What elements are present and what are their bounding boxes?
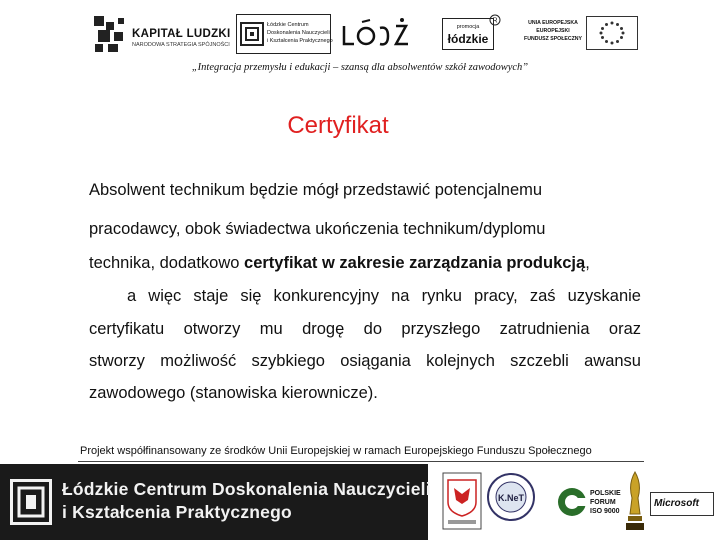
promocja-lodzkie-logo [442, 14, 502, 52]
polskie-forum-iso-icon [556, 486, 588, 518]
microsoft-icon [650, 492, 714, 516]
cofinancing-note: Projekt współfinansowany ze środków Unii Europejskiej w ramach Europejskiego Funduszu Społecznego [80, 445, 592, 457]
certificate-highlight: certyfikat w zakresie zarządzania produkcją [244, 254, 586, 272]
svg-text:R: R [492, 17, 498, 25]
lcdnikp-banner-icon [10, 479, 52, 525]
kapital-ludzki-subtitle: NARODOWA STRATEGIA SPÓJNOŚCI [132, 42, 230, 48]
promocja-lodzkie-box [442, 18, 494, 50]
pff-line: POLSKIE [590, 490, 621, 497]
kapital-ludzki-logo [92, 14, 232, 54]
svg-text:K.NeT: K.NeT [497, 493, 525, 503]
page-title: Certyfikat [287, 112, 389, 139]
lodzkie-label: łódzkie [447, 32, 489, 46]
lcdnikp-logo-icon [240, 22, 264, 46]
polskie-forum-iso-logo [556, 486, 626, 522]
microsoft-label: Microsoft [654, 498, 699, 509]
eagle-emblem-icon [442, 472, 482, 530]
eu-label-line: UNIA EUROPEJSKA [528, 20, 578, 26]
lodz-city-logo-icon [340, 16, 412, 52]
polskie-forum-text [590, 489, 621, 516]
body-line-1: Absolwent technikum będzie mógł przedstawić potencjalnemu [89, 181, 543, 199]
lcdnikp-header-line: Doskonalenia Nauczycieli [267, 30, 330, 36]
eu-logo [522, 16, 640, 52]
body-line-7: zawodowego (stanowiska kierownicze). [89, 384, 378, 402]
body-line-3-pre: technika, dodatkowo [89, 254, 245, 272]
kapital-ludzki-logo-icon [92, 14, 128, 54]
body-line-2: pracodawcy, obok świadectwa ukończenia technikum/dyplomu [89, 220, 546, 238]
body-line-5: certyfikatu otworzy mu drogę do przyszłego zatrudnienia oraz [89, 320, 641, 338]
banner-line-1: Łódzkie Centrum Doskonalenia Nauczycieli [62, 479, 431, 499]
eu-flag-icon [586, 16, 638, 50]
footer-divider [78, 461, 644, 462]
body-line-3-post: , [585, 254, 590, 272]
pff-line: ISO 9000 [590, 508, 620, 515]
banner-line-2: i Kształcenia Praktycznego [62, 502, 292, 522]
body-line-6: stworzy możliwość szybkiego osiągania kolejnych szczebli awansu [89, 352, 641, 370]
body-line-3 [89, 254, 590, 273]
project-slogan: „Integracja przemysłu i edukacji – szansą dla absolwentów szkół zawodowych” [191, 62, 529, 73]
body-line-4: a więc staje się konkurencyjny na rynku pracy, zaś uzyskanie [127, 287, 641, 305]
registered-mark-icon [489, 14, 501, 26]
eu-label-line: EUROPEJSKI [536, 28, 570, 34]
kapital-ludzki-title: KAPITAŁ LUDZKI [132, 28, 231, 40]
lcdnikp-header-logo [236, 14, 331, 54]
lcdnikp-header-line: Łódzkie Centrum [267, 22, 309, 28]
knet-badge-icon [486, 472, 536, 522]
lcdnikp-banner [0, 464, 431, 540]
lcdnikp-header-line: i Kształcenia Praktycznego [267, 38, 333, 44]
pff-line: FORUM [590, 499, 616, 506]
trophy-icon [624, 470, 646, 532]
promocja-label: promocja [456, 24, 480, 30]
eu-label-line: FUNDUSZ SPOŁECZNY [524, 36, 582, 42]
